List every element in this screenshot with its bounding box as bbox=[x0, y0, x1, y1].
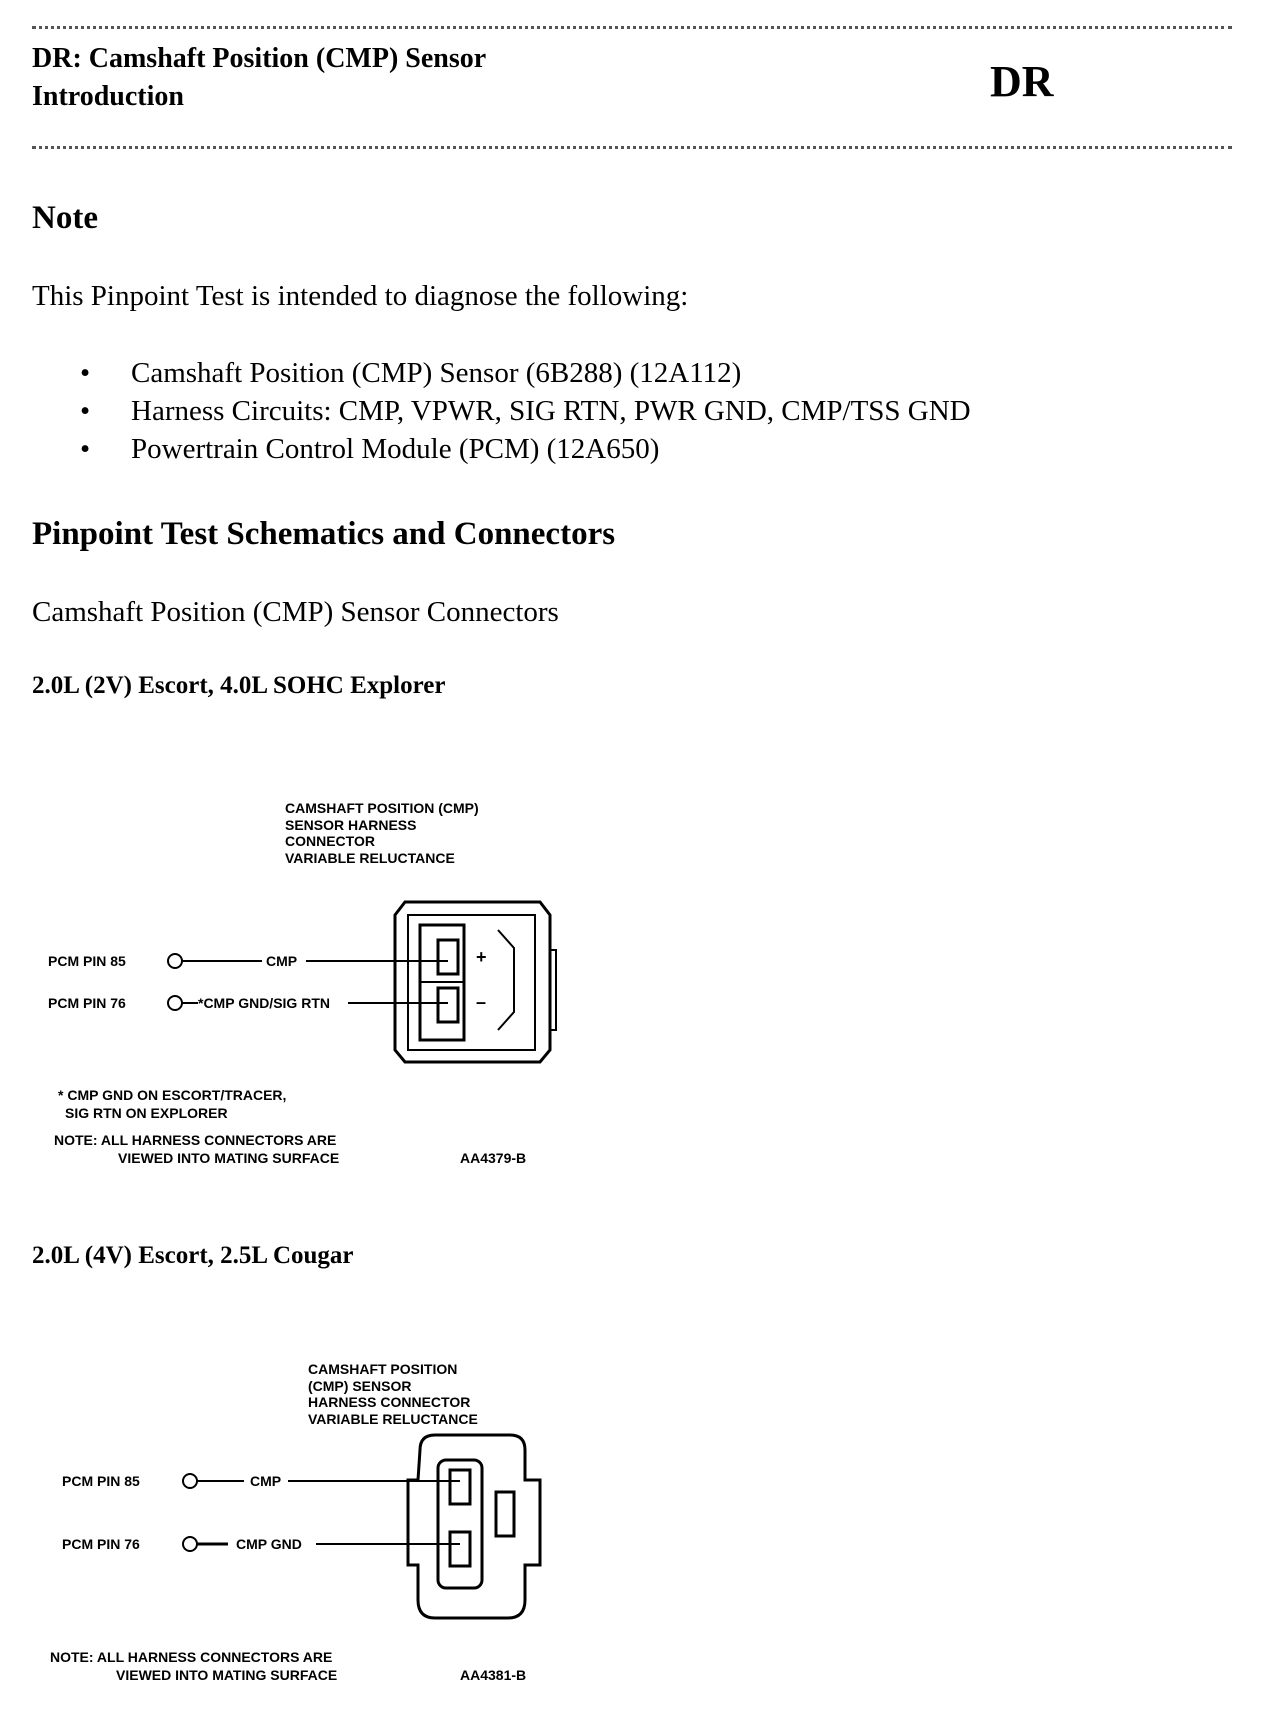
diagram1-plus-sign: + bbox=[476, 947, 487, 967]
diagram2-connector-schematic bbox=[40, 1350, 560, 1700]
diagram2-ref-code: AA4381-B bbox=[460, 1667, 527, 1683]
diagnosis-list bbox=[80, 354, 971, 468]
diagram1-pin1-label: PCM PIN 85 bbox=[48, 953, 126, 969]
top-rule bbox=[32, 26, 1232, 29]
intro-text: This Pinpoint Test is intended to diagnose the following: bbox=[32, 280, 689, 312]
title-line-1: DR: Camshaft Position (CMP) Sensor bbox=[32, 43, 487, 74]
diagram2-title-line: CAMSHAFT POSITION bbox=[308, 1361, 458, 1377]
diagram2-note-line: NOTE: ALL HARNESS CONNECTORS ARE bbox=[50, 1649, 333, 1665]
section-code: DR bbox=[990, 57, 1054, 106]
diagram1-connector-schematic bbox=[40, 790, 560, 1190]
list-item: • Camshaft Position (CMP) Sensor (6B288) (12A112) bbox=[80, 354, 971, 392]
page-title bbox=[32, 40, 486, 116]
diagram1-footnote-line: SIG RTN ON EXPLORER bbox=[65, 1105, 228, 1121]
diagram2-pin1-label: PCM PIN 85 bbox=[62, 1473, 140, 1489]
list-item: • Harness Circuits: CMP, VPWR, SIG RTN, PWR GND, CMP/TSS GND bbox=[80, 392, 971, 430]
schematics-heading: Pinpoint Test Schematics and Connectors bbox=[32, 516, 616, 552]
diagram1-title-line: VARIABLE RELUCTANCE bbox=[285, 850, 455, 866]
title-line-2: Introduction bbox=[32, 81, 184, 112]
diagram1-title-line: SENSOR HARNESS bbox=[285, 817, 417, 833]
diagram1-ref-code: AA4379-B bbox=[460, 1150, 527, 1166]
diagram2-heading: 2.0L (4V) Escort, 2.5L Cougar bbox=[32, 1242, 354, 1269]
diagram1-note-line: VIEWED INTO MATING SURFACE bbox=[118, 1150, 340, 1166]
diagram1-footnote-line: * CMP GND ON ESCORT/TRACER, bbox=[58, 1087, 287, 1103]
diagram2-pin2-terminal-icon bbox=[183, 1537, 197, 1551]
diagram2-pin2-label: PCM PIN 76 bbox=[62, 1536, 140, 1552]
diagram2-pin1-terminal-icon bbox=[183, 1474, 197, 1488]
diagram2-title-line: HARNESS CONNECTOR bbox=[308, 1394, 471, 1410]
diagram1-connector-shape bbox=[395, 902, 556, 1062]
diagram1-title-line: CONNECTOR bbox=[285, 833, 375, 849]
diagram1-pin2-signal: *CMP GND/SIG RTN bbox=[198, 995, 330, 1011]
diagram1-pin1-signal: CMP bbox=[266, 953, 298, 969]
diagram1-minus-sign: – bbox=[476, 992, 487, 1012]
header-bottom-rule bbox=[32, 146, 1232, 149]
note-heading: Note bbox=[32, 200, 98, 236]
diagram2-pin1-signal: CMP bbox=[250, 1473, 282, 1489]
diagram2-note-line: VIEWED INTO MATING SURFACE bbox=[116, 1667, 338, 1683]
diagram1-heading: 2.0L (2V) Escort, 4.0L SOHC Explorer bbox=[32, 672, 446, 699]
diagram1-pin2-terminal-icon bbox=[168, 996, 182, 1010]
diagram1-title-line: CAMSHAFT POSITION (CMP) bbox=[285, 800, 479, 816]
diagram2-connector-shape bbox=[408, 1435, 540, 1618]
diagram2-title-line: (CMP) SENSOR bbox=[308, 1378, 412, 1394]
list-item: • Powertrain Control Module (PCM) (12A650) bbox=[80, 430, 971, 468]
diagram2-title-line: VARIABLE RELUCTANCE bbox=[308, 1411, 478, 1427]
diagram1-note-line: NOTE: ALL HARNESS CONNECTORS ARE bbox=[54, 1132, 337, 1148]
diagram2-pin2-signal: CMP GND bbox=[236, 1536, 302, 1552]
diagram1-pin1-terminal-icon bbox=[168, 954, 182, 968]
connectors-caption: Camshaft Position (CMP) Sensor Connectors bbox=[32, 596, 559, 628]
diagram1-pin2-label: PCM PIN 76 bbox=[48, 995, 126, 1011]
